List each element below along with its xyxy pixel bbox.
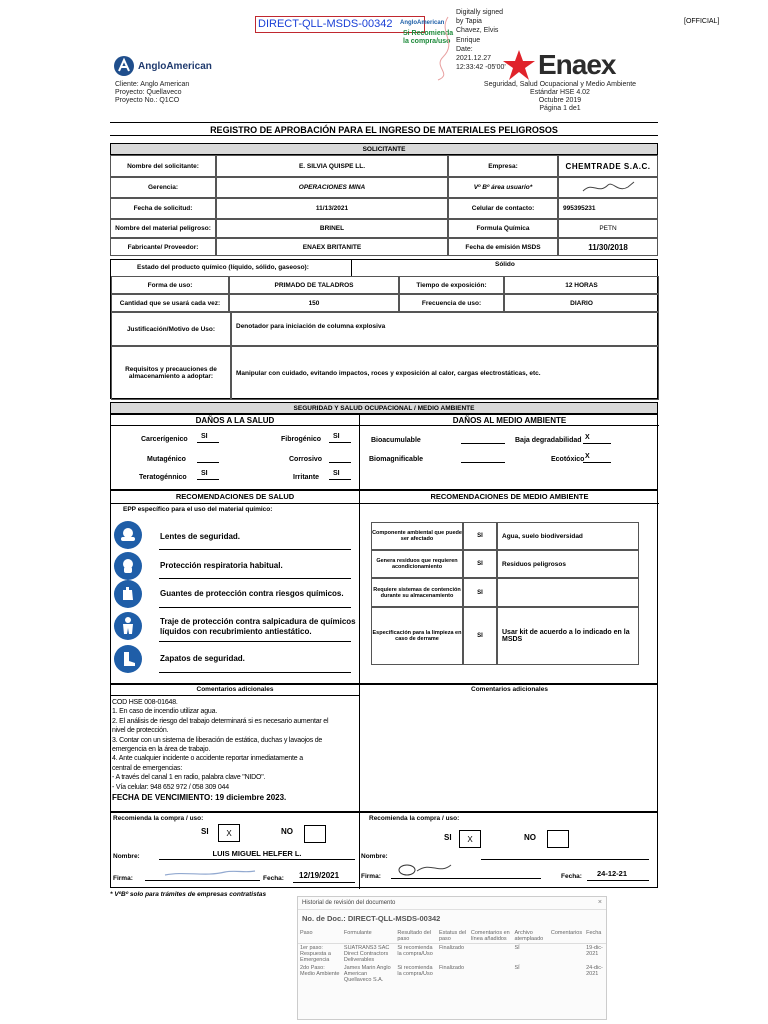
label-celular: Celular de contacto:: [448, 198, 558, 219]
value-material: BRINEL: [216, 219, 448, 238]
value-cantidad: 150: [229, 294, 399, 312]
ma-table: [371, 522, 639, 665]
history-header: Paso: [300, 930, 313, 936]
ma-row-label: Componente ambiental que puede ser afectado: [371, 522, 463, 550]
value-celular: 995395231: [558, 198, 658, 219]
label-biomagnificable: Biomagnificable: [369, 456, 424, 463]
history-header: Estatus del paso: [438, 930, 467, 942]
standard-info: Seguridad, Salud Ocupacional y Medio Ambiente Estándar HSE 4.02 Octubre 2019 Página 1 de1: [483, 81, 637, 112]
history-doc-id: No. de Doc.: DIRECT-QLL-MSDS-00342: [302, 914, 441, 923]
value-baja-degradabilidad: X: [583, 434, 611, 444]
ma-row-value: Agua, suelo biodiversidad: [497, 522, 639, 550]
epp-item-lentes: Lentes de seguridad.: [160, 532, 241, 541]
value-requisitos: Manipular con cuidado, evitando impactos, roces y exposición al calor, cargas electrostáticas, etc.: [231, 346, 659, 400]
label-mutagenico: Mutagénico: [147, 456, 186, 463]
label-gerencia: Gerencia:: [110, 177, 216, 198]
protective-suit-icon: [114, 612, 142, 640]
row-requisitos: [111, 346, 659, 400]
label-estado: Estado del producto químico (líquido, sólido, gaseoso):: [137, 264, 309, 271]
label-justificacion: Justificación/Motivo de Uso:: [111, 312, 231, 346]
history-table: [298, 929, 606, 984]
value-estado: Sólido: [495, 261, 515, 268]
label-tiempo-exposicion: Tiempo de exposición:: [399, 276, 504, 294]
label-cantidad: Cantidad que se usará cada vez:: [111, 294, 229, 312]
gloves-icon: [114, 580, 142, 608]
document-id: DIRECT-QLL-MSDS-00342: [255, 16, 425, 33]
value-fecha-msds: 11/30/2018: [558, 238, 658, 256]
respirator-icon: [114, 552, 142, 580]
label-material: Nombre del material peligroso:: [110, 219, 216, 238]
label-bioacumulable: Bioacumulable: [371, 437, 421, 444]
row-cantidad: [111, 294, 659, 312]
left-recomienda-label: Recomienda la compra / uso:: [113, 815, 204, 822]
row-forma-uso: [111, 276, 659, 294]
history-header: Formulante: [343, 930, 372, 936]
value-frecuencia: DIARIO: [504, 294, 659, 312]
enaex-logo: Enaex: [500, 48, 616, 82]
recomendaciones-section: [110, 490, 658, 684]
right-firma-value: [391, 857, 541, 879]
close-icon[interactable]: ×: [597, 899, 602, 906]
left-fecha-value: 12/19/2021: [293, 871, 355, 883]
enaex-star-icon: [500, 48, 538, 82]
firmas-section: [110, 812, 658, 888]
ma-row-value: Residuos peligrosos: [497, 550, 639, 578]
right-signature: [391, 857, 541, 879]
danos-ma-title: DAÑOS AL MEDIO AMBIENTE: [360, 416, 659, 426]
ma-row-label: Requiere sistemas de contención durante su almacenamiento: [371, 578, 463, 607]
producto-section: [110, 259, 658, 399]
history-title: Historial de revisión del documento: [298, 897, 606, 910]
label-fecha-msds: Fecha de emisión MSDS: [448, 238, 558, 256]
left-no-label: NO: [281, 827, 293, 836]
value-forma-uso: PRIMADO DE TALADROS: [229, 276, 399, 294]
epp-item-traje: Traje de protección contra salpicadura de químicos líquidos con recubrimiento antiestático.: [160, 617, 356, 636]
page-title: REGISTRO DE APROBACIÓN PARA EL INGRESO DE MATERIALES PELIGROSOS: [110, 122, 658, 136]
label-fabricante: Fabricante/ Proveedor:: [110, 238, 216, 256]
ma-row-si: SI: [463, 522, 497, 550]
table-row: 2do Paso: Medio Ambiente James Marin Anglo American Quellaveco S.A. Si recomienda la compra/Uso Finalizado SÍ 24-dic-2021: [300, 965, 603, 983]
history-header: Fecha: [586, 930, 602, 936]
value-ecotoxico: X: [583, 453, 611, 463]
ssoma-band: SEGURIDAD Y SALUD OCUPACIONAL / MEDIO AMBIENTE: [110, 402, 658, 414]
ma-row-value: Usar kit de acuerdo a lo indicado en la MSDS: [497, 607, 639, 665]
safety-boots-icon: [114, 645, 142, 673]
safety-glasses-icon: [114, 521, 142, 549]
right-no-checkbox[interactable]: [547, 830, 569, 848]
label-corrosivo: Corrosivo: [289, 456, 323, 463]
label-irritante: Irritante: [293, 474, 320, 481]
fecha-vencimiento: FECHA DE VENCIMIENTO: 19 diciembre 2023.: [112, 793, 287, 803]
left-nombre-label: Nombre:: [113, 853, 140, 860]
value-fecha-solicitud: 11/13/2021: [216, 198, 448, 219]
comentarios-left-title: Comentarios adicionales: [111, 686, 359, 696]
value-nombre-solicitante: E. SILVIA QUISPE LL.: [216, 155, 448, 177]
value-vobo-area: [558, 177, 658, 198]
danos-section: [110, 414, 658, 490]
value-empresa: CHEMTRADE S.A.C.: [558, 155, 658, 177]
value-biomagnificable: [461, 453, 505, 463]
ma-row-si: SI: [463, 578, 497, 607]
value-irritante: SI: [329, 470, 351, 480]
stamp-recommend: Si Recomienda la compra/uso: [403, 30, 454, 45]
label-frecuencia: Frecuencia de uso:: [399, 294, 504, 312]
right-recomienda-label: Recomienda la compra / uso:: [369, 815, 460, 822]
client-info: Cliente: Anglo American Proyecto: Quellaveco Proyecto No.: Q1CO: [115, 81, 190, 104]
epp-label: EPP específico para el uso del material químico:: [123, 506, 273, 513]
rec-ma-title: RECOMENDACIONES DE MEDIO AMBIENTE: [360, 492, 659, 504]
revision-history-panel: [297, 896, 607, 1020]
right-si-label: SI: [444, 833, 452, 842]
history-header: Comentarios en línea añadidos: [470, 930, 510, 942]
value-teratogenico: SI: [197, 470, 219, 480]
label-forma-uso: Forma de uso:: [111, 276, 229, 294]
left-signature: [145, 863, 260, 881]
value-bioacumulable: [461, 434, 505, 444]
value-formula: PETN: [558, 219, 658, 238]
value-tiempo-exposicion: 12 HORAS: [504, 276, 659, 294]
stamp-logo: AngloAmerican: [400, 20, 445, 26]
right-si-checkbox[interactable]: X: [459, 830, 481, 848]
ma-row-si: SI: [463, 607, 497, 665]
history-header: Resultado del paso: [397, 930, 432, 942]
right-fecha-label: Fecha:: [561, 873, 582, 880]
solicitante-table: [110, 155, 658, 256]
ma-row-value: [497, 578, 639, 607]
ma-row-si: SI: [463, 550, 497, 578]
left-nombre-value: LUIS MIGUEL HELFER L.: [159, 849, 355, 860]
left-fecha-label: Fecha:: [263, 875, 284, 882]
comentarios-section: [110, 684, 658, 812]
label-requisitos: Requisitos y precauciones de almacenamiento a adoptar:: [111, 346, 231, 400]
label-carcerigenico: Carcerígenico: [141, 436, 188, 443]
epp-item-guantes: Guantes de protección contra riesgos químicos.: [160, 589, 344, 598]
left-si-checkbox[interactable]: X: [218, 824, 240, 842]
row-justificacion: [111, 312, 659, 346]
value-fabricante: ENAEX BRITANITE: [216, 238, 448, 256]
label-ecotoxico: Ecotóxico: [551, 456, 585, 463]
footnote: * VºBº solo para trámites de empresas contratistas: [110, 891, 267, 898]
left-si-label: SI: [201, 827, 209, 836]
value-fibrogenico: SI: [329, 433, 351, 443]
left-firma-value: [145, 863, 260, 881]
label-formula: Formula Química: [448, 219, 558, 238]
comentarios-text: COD HSE 008-01648. 1. En caso de incendio utilizar agua. 2. El análisis de riesgo del trabajo determinará si es necesario aumentar el nivel de protección. 3. Contar con un sistema de liberación de estática, duchas y lavaojos de emergencia en la área de trabajo. 4. Ante cualquier incidente o accidente reportar inmediatamente a central de emergencias: - A través del canal 1 en radio, palabra clave "NIDO". - Vía celular: 948 652 972 / 058 309 044 FECHA DE VENCIMIENTO: 19 diciembre 2023.: [112, 698, 358, 802]
comentarios-right-title: Comentarios adicionales: [471, 686, 548, 693]
rec-salud-title: RECOMENDACIONES DE SALUD: [111, 492, 359, 504]
table-row: 1er paso: Respuesta a Emergencia SUATRANS3 SAC Direct Contractors Deliverables Si recomienda la compra/Uso Finalizado SÍ 19-dic-2021: [300, 945, 603, 963]
epp-item-zapatos: Zapatos de seguridad.: [160, 654, 245, 663]
danos-salud-title: DAÑOS A LA SALUD: [111, 416, 359, 426]
label-fibrogenico: Fibrogénico: [281, 436, 322, 443]
value-justificacion: Denotador para iniciación de columna explosiva: [231, 312, 659, 346]
label-vobo-area: Vº Bº área usuario*: [448, 177, 558, 198]
label-teratogenico: Teratogénnico: [139, 474, 187, 481]
value-corrosivo: [329, 453, 351, 463]
history-header: Comentarios: [550, 930, 583, 936]
label-nombre-solicitante: Nombre del solicitante:: [110, 155, 216, 177]
ma-row-label: Genera residuos que requieren acondicionamiento: [371, 550, 463, 578]
anglo-american-logo: AngloAmerican: [113, 55, 212, 77]
left-firma-label: Firma:: [113, 875, 133, 882]
epp-item-respiratoria: Protección respiratoria habitual.: [160, 561, 283, 570]
label-fecha-solicitud: Fecha de solicitud:: [110, 198, 216, 219]
digital-signature-note: Digitally signed by Tapia Chavez, Elvis Enrique Date: 2021.12.27 12:33:42 -05'00': [456, 9, 506, 72]
right-fecha-value: 24-12-21: [587, 869, 649, 881]
solicitante-band: SOLICITANTE: [110, 143, 658, 155]
label-empresa: Empresa:: [448, 155, 558, 177]
classification-label: [OFFICIAL]: [684, 18, 720, 25]
right-no-label: NO: [524, 833, 536, 842]
history-header: Archivo atemplaado: [514, 930, 544, 942]
left-no-checkbox[interactable]: [304, 825, 326, 843]
value-gerencia: OPERACIONES MINA: [216, 177, 448, 198]
value-mutagenico: [197, 453, 219, 463]
right-nombre-label: Nombre:: [361, 853, 388, 860]
anglo-american-logo-icon: [113, 55, 135, 77]
label-baja-degradabilidad: Baja degradabilidad: [515, 437, 582, 444]
value-carcerigenico: SI: [197, 433, 219, 443]
right-firma-label: Firma:: [361, 873, 381, 880]
ma-row-label: Especificación para la limpieza en caso de derrame: [371, 607, 463, 665]
vobo-signature: [578, 179, 638, 197]
